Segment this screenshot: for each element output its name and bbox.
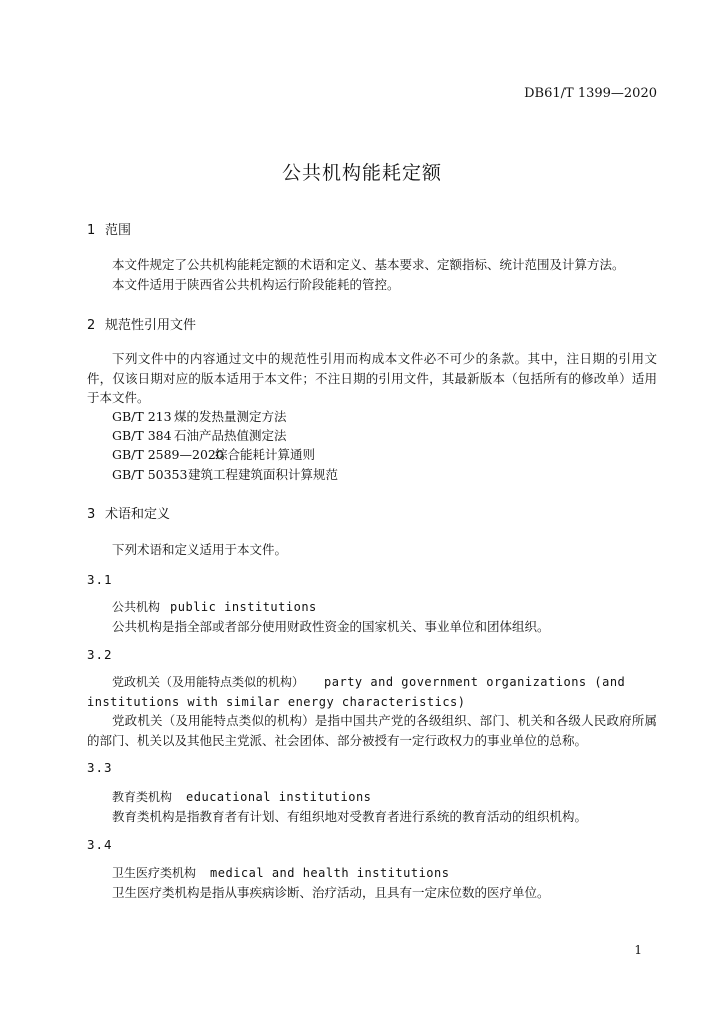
reference-item <box>112 407 287 425</box>
term-heading <box>112 598 317 615</box>
term-en: public institutions <box>170 600 317 614</box>
term-heading <box>87 672 657 712</box>
reference-code: GB/T 2589—2020 <box>112 447 224 462</box>
term-en: party and government organizations (and institutions with similar energy characteristics) <box>87 675 626 709</box>
reference-item <box>112 445 315 463</box>
term-cn: 教育类机构 <box>112 790 173 804</box>
reference-code: GB/T 384 <box>112 428 172 443</box>
document-code: DB61/T 1399—2020 <box>524 86 657 101</box>
section-title: 范围 <box>105 223 132 238</box>
term-number: 3.1 <box>87 572 113 587</box>
paragraph: 本文件规定了公共机构能耗定额的术语和定义、基本要求、定额指标、统计范围及计算方法。 <box>112 257 625 272</box>
term-definition: 公共机构是指全部或者部分使用财政性资金的国家机关、事业单位和团体组织。 <box>112 619 550 634</box>
term-definition: 党政机关（及用能特点类似的机构）是指中国共产党的各级组织、部门、机关和各级人民政府所属的部门、机关以及其他民主党派、社会团体、部分被授有一定行政权力的事业单位的总称。 <box>87 713 657 748</box>
reference-item <box>112 426 287 444</box>
section-1-heading <box>87 219 131 238</box>
reference-name: 综合能耗计算通则 <box>215 447 316 462</box>
term-en: educational institutions <box>186 790 372 804</box>
paragraph: 下列文件中的内容通过文中的规范性引用而构成本文件必不可少的条款。其中，注日期的引用文件，仅该日期对应的版本适用于本文件；不注日期的引用文件，其最新版本（包括所有的修改单）适用于本文件。 <box>87 351 657 405</box>
section-number: 3 <box>87 507 96 522</box>
term-heading <box>112 788 371 805</box>
section-2-heading <box>87 314 196 333</box>
term-definition: 卫生医疗类机构是指从事疾病诊断、治疗活动，且具有一定床位数的医疗单位。 <box>112 885 550 900</box>
reference-code: GB/T 50353 <box>112 467 188 482</box>
term-en: medical and health institutions <box>210 866 450 880</box>
reference-code: GB/T 213 <box>112 409 172 424</box>
term-number: 3.4 <box>87 837 113 852</box>
reference-name: 建筑工程建筑面积计算规范 <box>188 467 339 482</box>
reference-name: 石油产品热值测定法 <box>174 428 287 443</box>
reference-item <box>112 465 338 483</box>
term-cn: 卫生医疗类机构 <box>112 866 197 880</box>
term-number: 3.3 <box>87 760 113 775</box>
page-title: 公共机构能耗定额 <box>281 162 442 184</box>
section-title: 规范性引用文件 <box>105 318 197 333</box>
page-number: 1 <box>634 943 642 957</box>
paragraph: 下列术语和定义适用于本文件。 <box>112 542 288 557</box>
section-number: 2 <box>87 318 96 333</box>
term-number: 3.2 <box>87 647 113 662</box>
section-3-heading <box>87 503 170 522</box>
paragraph: 本文件适用于陕西省公共机构运行阶段能耗的管控。 <box>112 277 400 292</box>
term-heading <box>112 864 449 881</box>
reference-name: 煤的发热量测定方法 <box>174 409 287 424</box>
term-cn: 党政机关（及用能特点类似的机构） <box>112 675 305 689</box>
term-definition: 教育类机构是指教育者有计划、有组织地对受教育者进行系统的教育活动的组织机构。 <box>112 809 588 824</box>
section-title: 术语和定义 <box>105 507 171 522</box>
term-cn: 公共机构 <box>112 600 161 614</box>
section-number: 1 <box>87 223 96 238</box>
